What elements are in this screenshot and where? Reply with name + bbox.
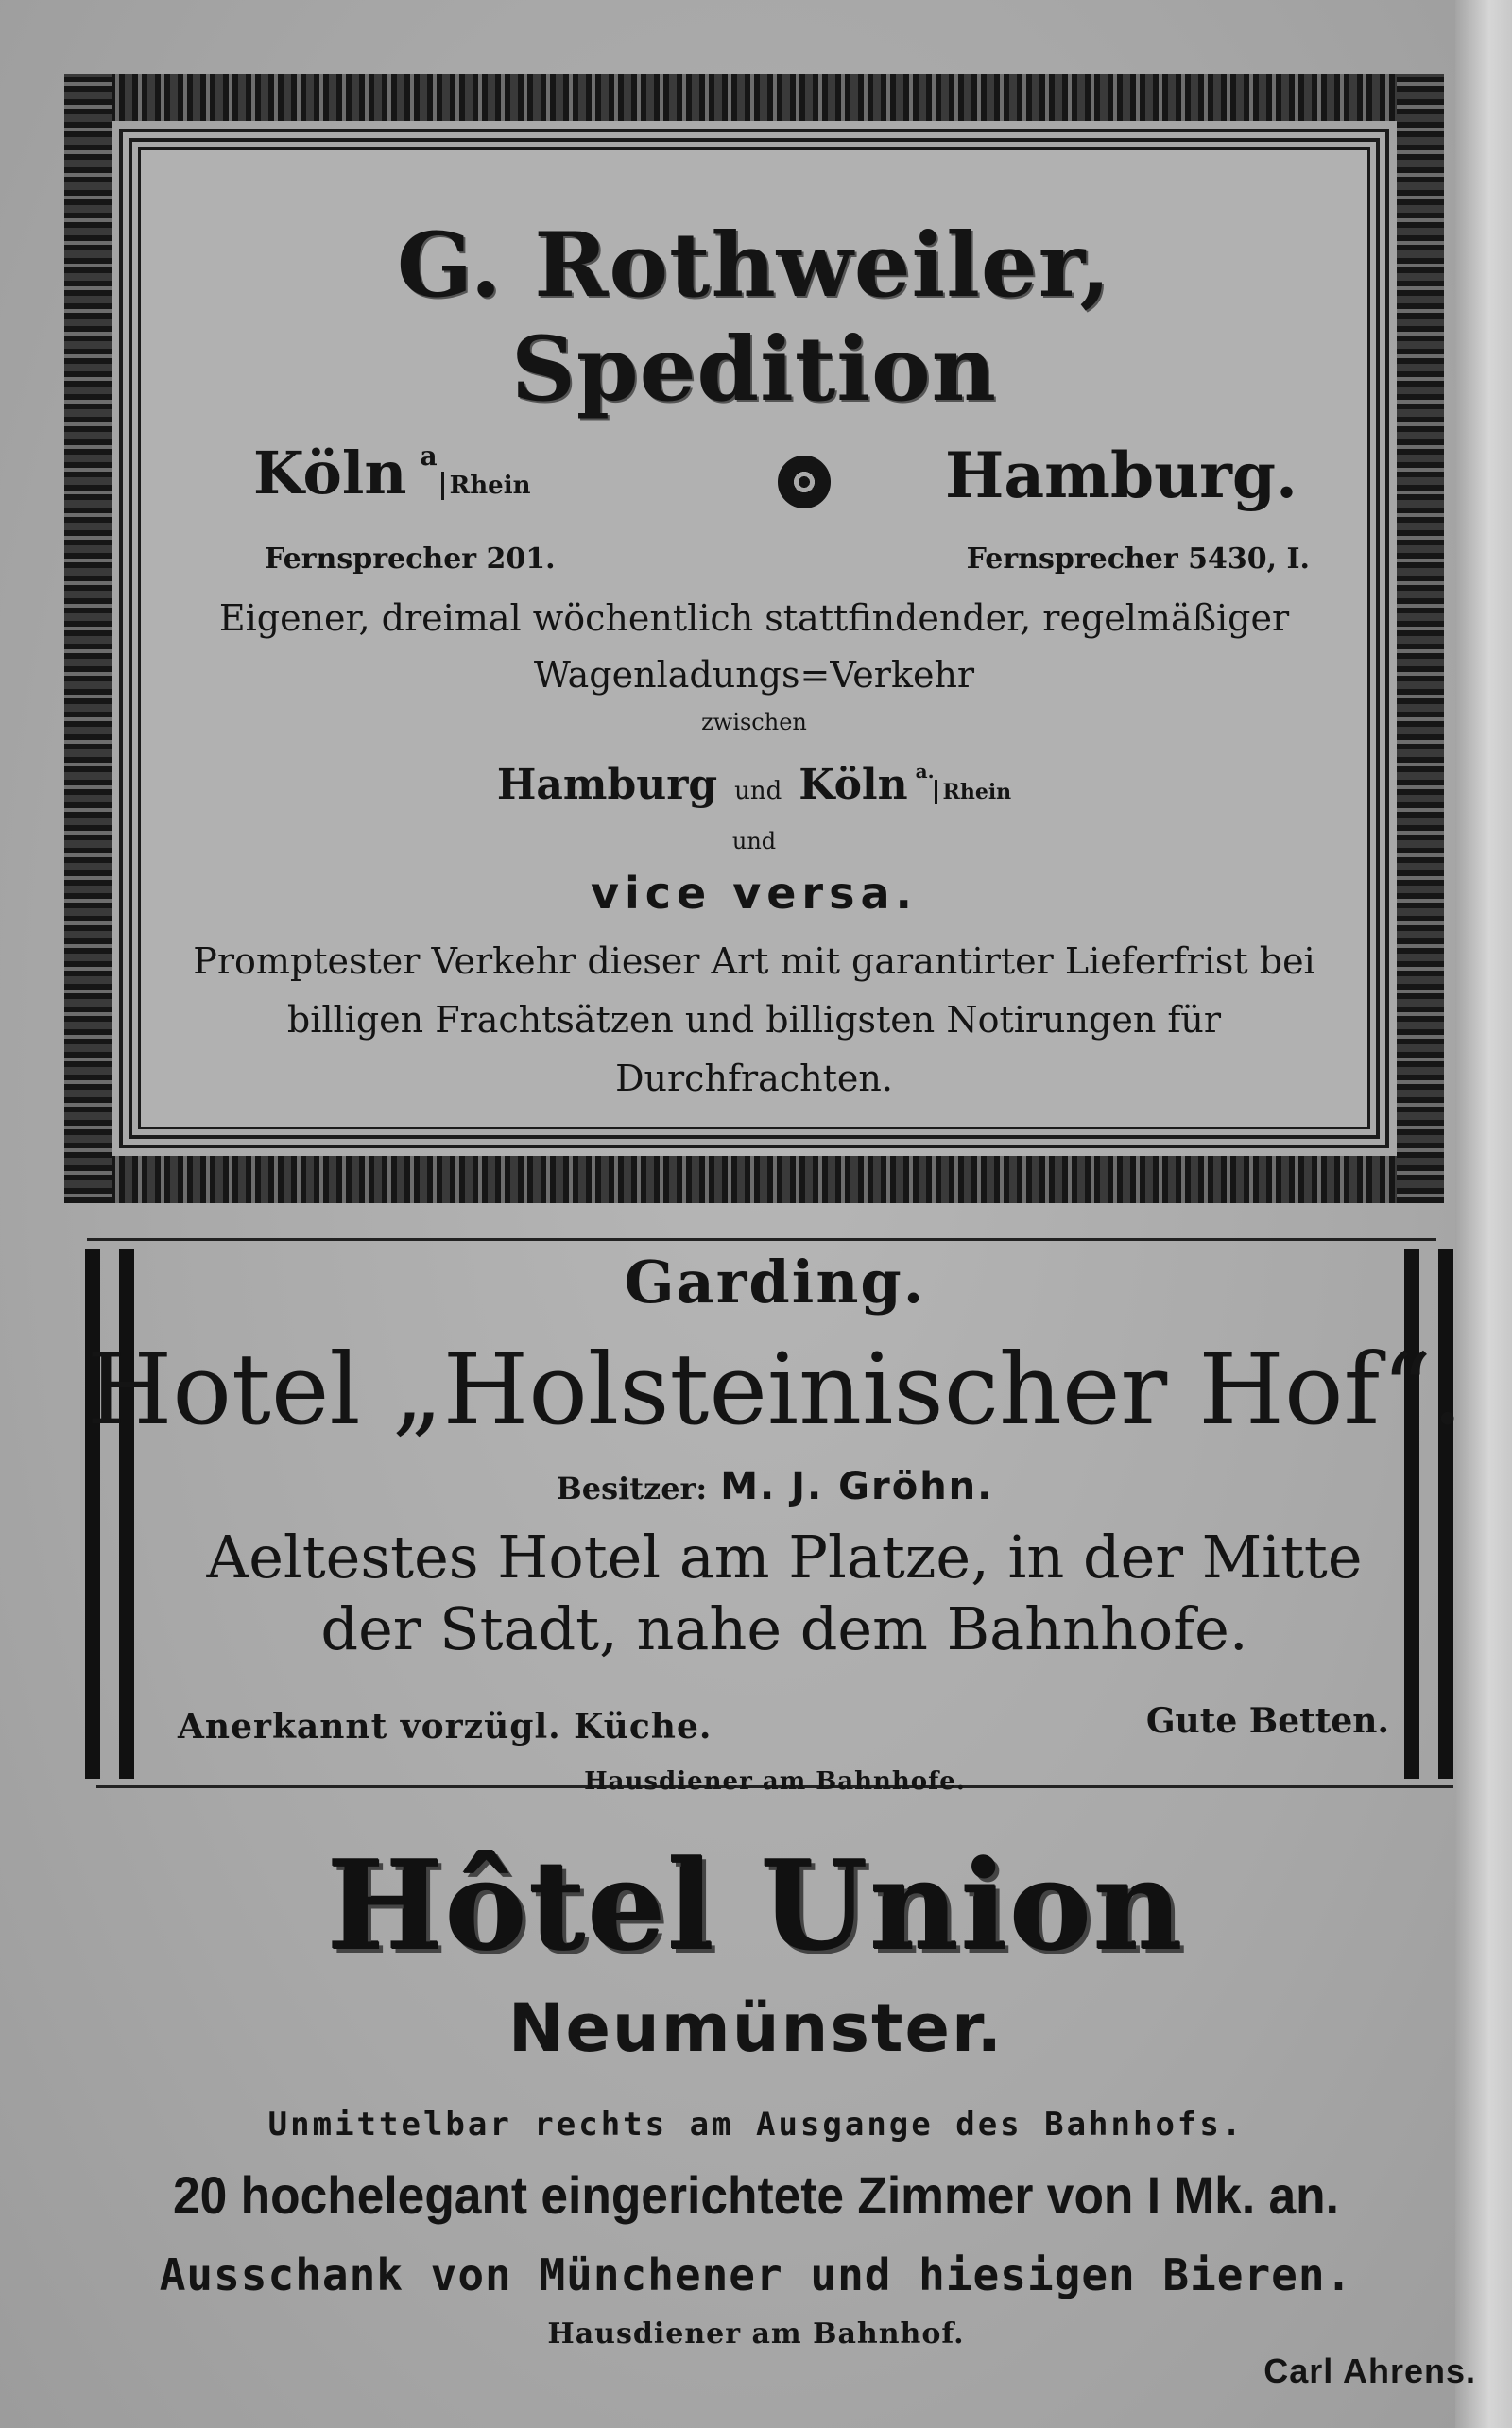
service-line: Eigener, dreimal wöchentlich stattfindender, regelmäßiger — [218, 597, 1290, 639]
owner-line — [85, 1465, 1465, 1508]
phone-cologne: Fernsprecher 201. — [265, 542, 556, 576]
route-line — [159, 741, 1349, 822]
kitchen-note: Anerkannt vorzügl. Küche. — [178, 1707, 713, 1747]
hotel-union-owner: Carl Ahrens. — [1263, 2351, 1476, 2390]
town-name: Garding. — [624, 1248, 926, 1317]
left-bar-outer — [85, 1249, 100, 1779]
hotel-union-rooms: 20 hochelegant eingerichtete Zimmer von I Mk. an. — [173, 2165, 1339, 2225]
cities-row — [159, 439, 1349, 542]
service-description: Promptester Verkehr dieser Art mit garantirter Lieferfrist bei billigen Frachtsätzen und billigsten Notirungen für Durchfrachten. — [193, 940, 1315, 1099]
route-and: und — [734, 777, 782, 805]
hotel-name: Hotel „Holsteinischer Hof“. — [86, 1332, 1464, 1447]
city-hamburg: Hamburg. — [945, 439, 1297, 512]
ad-rothweiler — [64, 74, 1444, 1203]
hotel-union-city: Neumünster. — [507, 1989, 1005, 2067]
right-bar-outer — [1438, 1249, 1453, 1779]
owner-label: Besitzer: — [556, 1471, 708, 1507]
city-cologne-sup: a — [420, 440, 438, 472]
left-bar-inner — [119, 1249, 134, 1779]
route-to: Köln — [799, 761, 908, 809]
route-from: Hamburg — [496, 761, 718, 809]
beds-note: Gute Betten. — [1145, 1701, 1389, 1741]
city-cologne-name: Köln — [253, 439, 407, 508]
phones-row — [159, 542, 1349, 590]
between-label: zwischen — [701, 709, 807, 735]
hotel-union-location: Unmittelbar rechts am Ausgange des Bahnhofs. — [267, 2106, 1245, 2144]
phone-hamburg: Fernsprecher 5430, I. — [966, 542, 1310, 576]
ad-rothweiler-content — [159, 168, 1349, 1109]
owner-name: M. J. Gröhn. — [720, 1465, 994, 1508]
hotel-description: Aeltestes Hotel am Platze, in der Mitte der Stadt, nahe dem Bahnhofe. — [206, 1523, 1363, 1663]
hotel-union-beer: Ausschank von Münchener und hiesigen Bieren. — [159, 2249, 1353, 2300]
city-cologne — [253, 439, 531, 508]
hotel-union-porter: Hausdiener am Bahnhof. — [547, 2317, 965, 2351]
company-title: G. Rothweiler, Spedition — [396, 214, 1112, 422]
vice-versa: vice versa. — [591, 868, 918, 919]
hotel-union-title: Hôtel Union — [327, 1834, 1185, 1978]
city-cologne-river: Rhein — [441, 472, 531, 500]
and-label: und — [731, 828, 777, 854]
right-bar-inner — [1404, 1249, 1419, 1779]
porter-note: Hausdiener am Bahnhofe. — [584, 1767, 966, 1796]
ad-holsteinischer-hof — [85, 1238, 1465, 1815]
rosette-icon — [778, 456, 831, 508]
route-to-river: Rhein — [935, 780, 1012, 804]
service-type: Wagenladungs=Verkehr — [533, 654, 975, 696]
route-to-sup: a. — [915, 760, 935, 783]
